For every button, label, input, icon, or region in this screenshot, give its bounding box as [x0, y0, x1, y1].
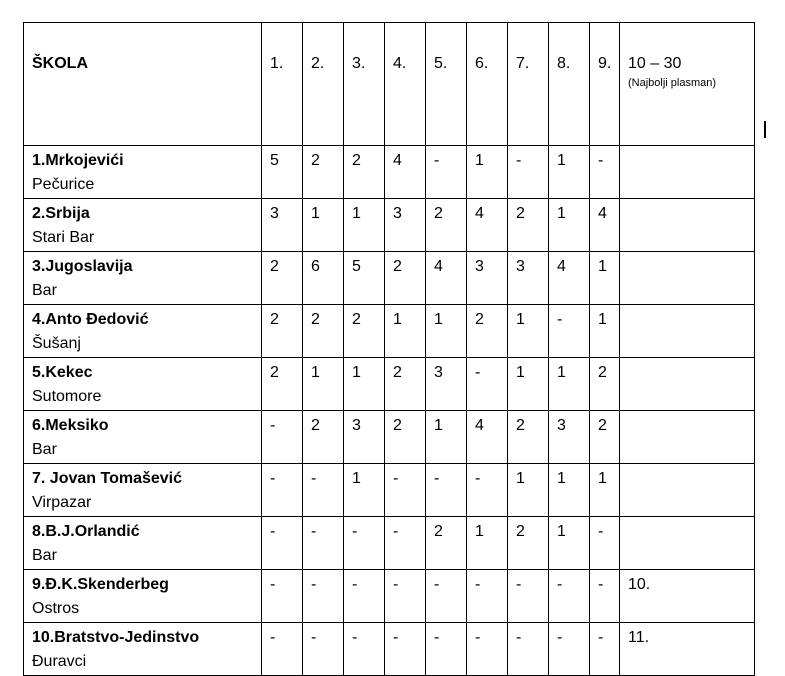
- place-7-count: -: [508, 570, 549, 623]
- place-8-count: 1: [549, 146, 590, 199]
- school-cell: [24, 570, 262, 623]
- school-name: 3.Jugoslavija: [32, 258, 133, 275]
- school-cell: [24, 623, 262, 676]
- place-4-count: 2: [385, 411, 426, 464]
- place-1-count: -: [262, 517, 303, 570]
- place-1-count: 2: [262, 252, 303, 305]
- best-placement: [620, 411, 755, 464]
- place-2-count: -: [303, 623, 344, 676]
- place-1-count: 2: [262, 358, 303, 411]
- school-name: 7. Jovan Tomašević: [32, 470, 182, 487]
- place-6-count: -: [467, 570, 508, 623]
- place-9-count: 1: [590, 305, 620, 358]
- place-4-count: 1: [385, 305, 426, 358]
- header-best-sub: (Najbolji plasman): [628, 77, 717, 89]
- place-6-count: 1: [467, 517, 508, 570]
- school-name: 8.B.J.Orlandić: [32, 523, 140, 540]
- table-row: [24, 199, 755, 252]
- place-3-count: 1: [344, 464, 385, 517]
- place-3-count: -: [344, 517, 385, 570]
- header-place-9: 9.: [590, 23, 620, 146]
- place-8-count: 1: [549, 199, 590, 252]
- place-3-count: 1: [344, 199, 385, 252]
- place-7-count: 2: [508, 199, 549, 252]
- place-5-count: -: [426, 623, 467, 676]
- place-8-count: -: [549, 623, 590, 676]
- place-3-count: 2: [344, 305, 385, 358]
- place-8-count: 4: [549, 252, 590, 305]
- place-9-count: 4: [590, 199, 620, 252]
- table-row: [24, 623, 755, 676]
- place-8-count: 3: [549, 411, 590, 464]
- header-place-5: 5.: [426, 23, 467, 146]
- best-placement: [620, 146, 755, 199]
- best-placement: [620, 517, 755, 570]
- place-1-count: 5: [262, 146, 303, 199]
- school-place: Pečurice: [32, 176, 95, 193]
- school-cell: [24, 358, 262, 411]
- place-4-count: 2: [385, 252, 426, 305]
- table-row: [24, 517, 755, 570]
- place-2-count: 1: [303, 199, 344, 252]
- place-5-count: 1: [426, 411, 467, 464]
- school-place: Bar: [32, 547, 57, 564]
- table-row: [24, 305, 755, 358]
- best-placement: [620, 305, 755, 358]
- place-6-count: 4: [467, 411, 508, 464]
- place-9-count: -: [590, 517, 620, 570]
- place-3-count: 3: [344, 411, 385, 464]
- place-9-count: -: [590, 146, 620, 199]
- school-place: Đuravci: [32, 653, 87, 670]
- place-1-count: -: [262, 411, 303, 464]
- place-8-count: -: [549, 305, 590, 358]
- place-8-count: 1: [549, 358, 590, 411]
- place-3-count: 5: [344, 252, 385, 305]
- header-school: ŠKOLA: [24, 23, 262, 146]
- place-2-count: -: [303, 464, 344, 517]
- place-3-count: 1: [344, 358, 385, 411]
- place-6-count: 1: [467, 146, 508, 199]
- place-3-count: -: [344, 570, 385, 623]
- school-cell: [24, 411, 262, 464]
- header-place-4: 4.: [385, 23, 426, 146]
- school-name: 4.Anto Đedović: [32, 311, 149, 328]
- table-row: [24, 570, 755, 623]
- place-7-count: 2: [508, 517, 549, 570]
- place-4-count: -: [385, 570, 426, 623]
- place-6-count: 3: [467, 252, 508, 305]
- school-cell: [24, 252, 262, 305]
- best-placement: 10.: [620, 570, 755, 623]
- table-row: [24, 358, 755, 411]
- place-5-count: -: [426, 570, 467, 623]
- place-7-count: 1: [508, 358, 549, 411]
- place-1-count: -: [262, 464, 303, 517]
- place-9-count: 2: [590, 358, 620, 411]
- place-9-count: 1: [590, 464, 620, 517]
- header-place-1: 1.: [262, 23, 303, 146]
- place-3-count: 2: [344, 146, 385, 199]
- place-8-count: -: [549, 570, 590, 623]
- school-cell: [24, 305, 262, 358]
- table-row: [24, 146, 755, 199]
- school-place: Virpazar: [32, 494, 92, 511]
- place-7-count: 1: [508, 464, 549, 517]
- place-2-count: 1: [303, 358, 344, 411]
- place-7-count: 2: [508, 411, 549, 464]
- place-7-count: -: [508, 623, 549, 676]
- school-cell: [24, 464, 262, 517]
- header-row: [24, 23, 755, 146]
- school-place: Sutomore: [32, 388, 102, 405]
- place-7-count: 3: [508, 252, 549, 305]
- place-2-count: 2: [303, 411, 344, 464]
- best-placement: [620, 358, 755, 411]
- table-row: [24, 411, 755, 464]
- place-9-count: -: [590, 570, 620, 623]
- school-name: 5.Kekec: [32, 364, 93, 381]
- place-5-count: -: [426, 464, 467, 517]
- text-cursor: [764, 121, 766, 138]
- place-5-count: 2: [426, 517, 467, 570]
- place-4-count: -: [385, 464, 426, 517]
- place-9-count: -: [590, 623, 620, 676]
- place-5-count: 2: [426, 199, 467, 252]
- header-best-label: 10 – 30: [628, 55, 682, 72]
- school-name: 1.Mrkojevići: [32, 152, 124, 169]
- place-2-count: 6: [303, 252, 344, 305]
- place-5-count: 4: [426, 252, 467, 305]
- place-3-count: -: [344, 623, 385, 676]
- place-8-count: 1: [549, 517, 590, 570]
- place-8-count: 1: [549, 464, 590, 517]
- place-5-count: 1: [426, 305, 467, 358]
- place-1-count: -: [262, 623, 303, 676]
- results-table: [23, 22, 755, 676]
- place-6-count: -: [467, 623, 508, 676]
- place-5-count: -: [426, 146, 467, 199]
- place-7-count: -: [508, 146, 549, 199]
- place-1-count: -: [262, 570, 303, 623]
- header-place-2: 2.: [303, 23, 344, 146]
- header-place-3: 3.: [344, 23, 385, 146]
- table-row: [24, 252, 755, 305]
- place-7-count: 1: [508, 305, 549, 358]
- school-place: Šušanj: [32, 335, 81, 352]
- place-2-count: -: [303, 517, 344, 570]
- school-place: Bar: [32, 282, 57, 299]
- school-name: 9.Đ.K.Skenderbeg: [32, 576, 169, 593]
- header-place-8: 8.: [549, 23, 590, 146]
- school-cell: [24, 199, 262, 252]
- place-6-count: -: [467, 358, 508, 411]
- school-name: 6.Meksiko: [32, 417, 109, 434]
- place-4-count: -: [385, 623, 426, 676]
- best-placement: [620, 464, 755, 517]
- place-6-count: -: [467, 464, 508, 517]
- place-6-count: 4: [467, 199, 508, 252]
- place-4-count: 3: [385, 199, 426, 252]
- place-4-count: -: [385, 517, 426, 570]
- place-4-count: 4: [385, 146, 426, 199]
- best-placement: [620, 199, 755, 252]
- table-body: [24, 146, 755, 676]
- place-9-count: 2: [590, 411, 620, 464]
- place-2-count: 2: [303, 146, 344, 199]
- place-4-count: 2: [385, 358, 426, 411]
- place-1-count: 3: [262, 199, 303, 252]
- school-place: Ostros: [32, 600, 80, 617]
- header-place-6: 6.: [467, 23, 508, 146]
- place-2-count: -: [303, 570, 344, 623]
- school-cell: [24, 146, 262, 199]
- school-name: 2.Srbija: [32, 205, 90, 222]
- place-6-count: 2: [467, 305, 508, 358]
- header-place-7: 7.: [508, 23, 549, 146]
- table-row: [24, 464, 755, 517]
- best-placement: [620, 252, 755, 305]
- place-2-count: 2: [303, 305, 344, 358]
- best-placement: 11.: [620, 623, 755, 676]
- school-place: Bar: [32, 441, 57, 458]
- place-1-count: 2: [262, 305, 303, 358]
- school-cell: [24, 517, 262, 570]
- place-5-count: 3: [426, 358, 467, 411]
- school-name: 10.Bratstvo-Jedinstvo: [32, 629, 200, 646]
- place-9-count: 1: [590, 252, 620, 305]
- header-best: [620, 23, 755, 146]
- school-place: Stari Bar: [32, 229, 95, 246]
